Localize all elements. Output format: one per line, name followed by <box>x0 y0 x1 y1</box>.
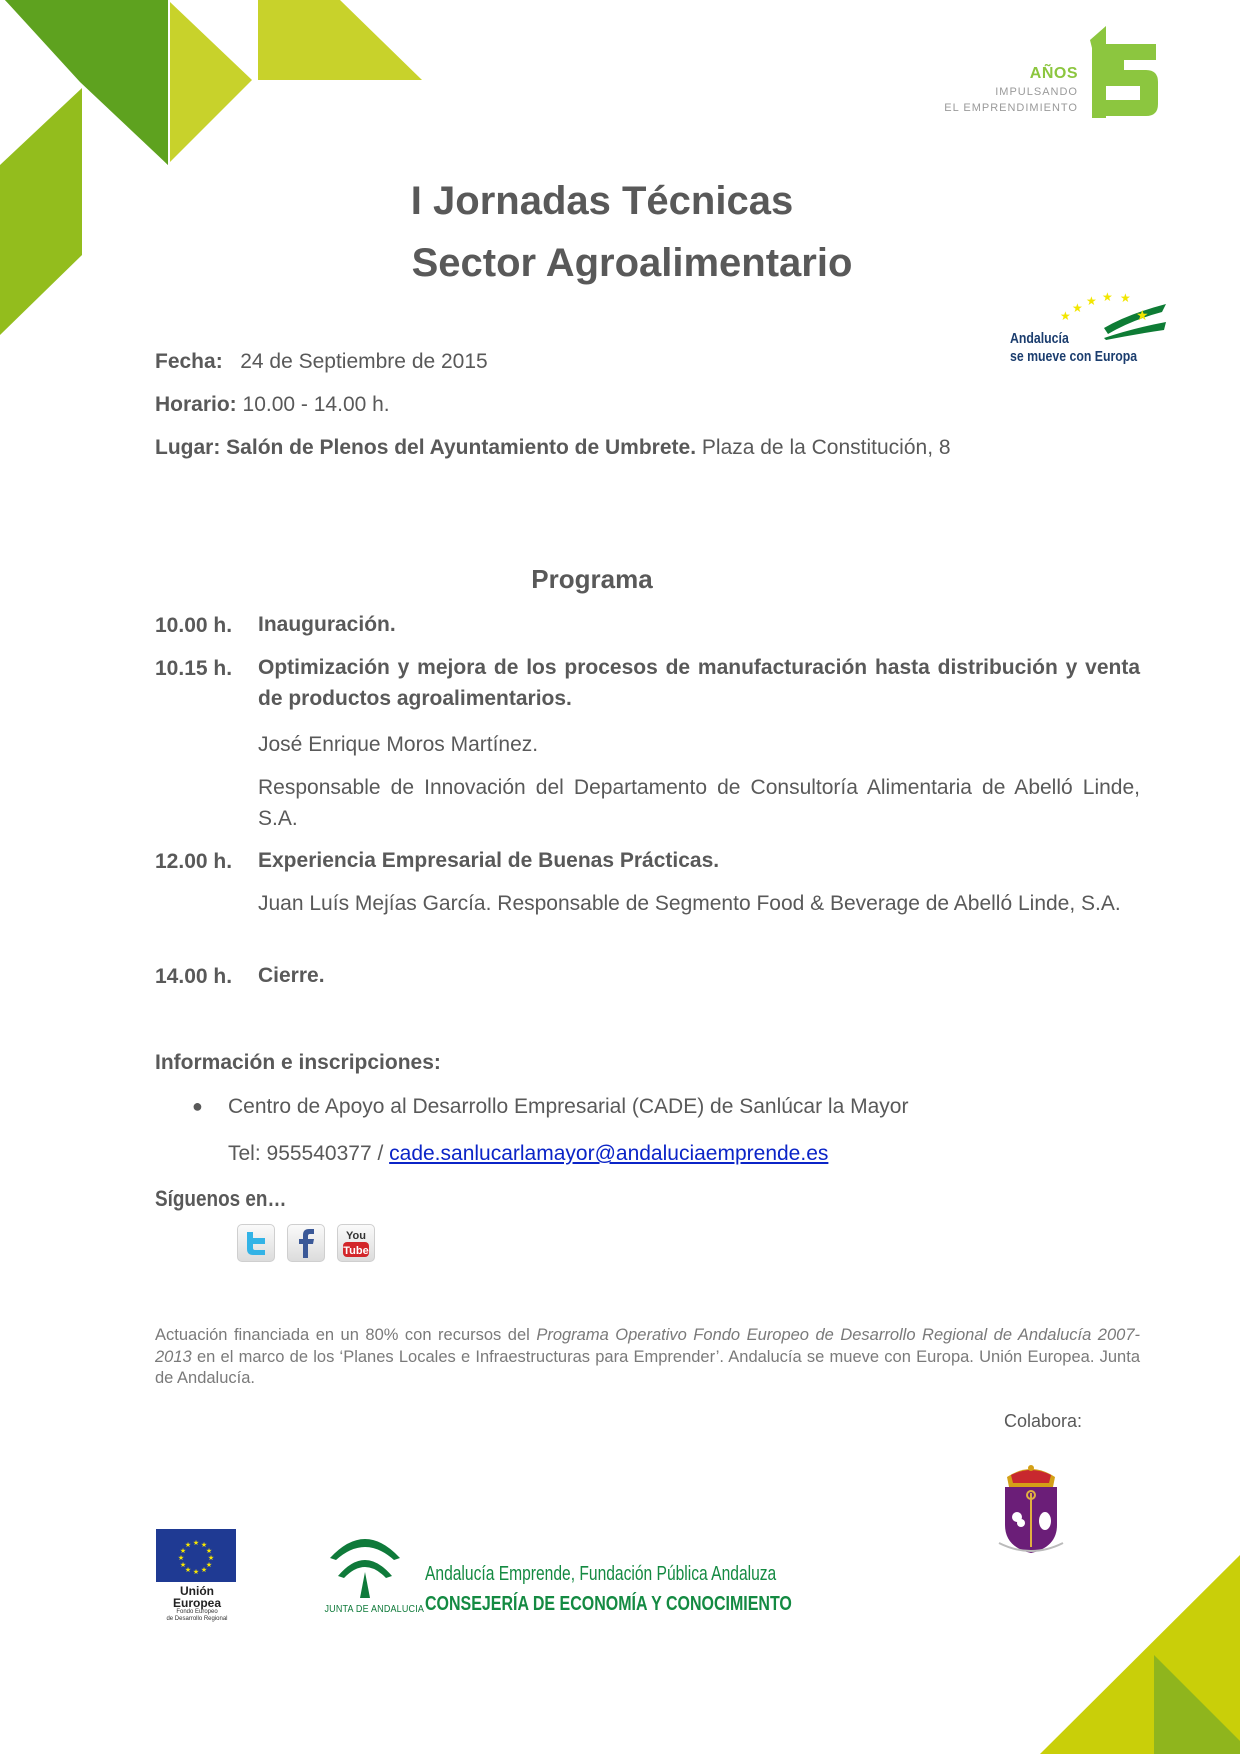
eu-sub2: de Desarrollo Regional <box>166 1615 228 1622</box>
program-item-time: 14.00 h. <box>155 965 233 988</box>
svg-text:★: ★ <box>192 1568 200 1576</box>
funding-note <box>155 1325 1140 1390</box>
contact-center: Centro de Apoyo al Desarrollo Empresarial (CADE) de Sanlúcar la Mayor <box>228 1095 909 1118</box>
program-item-title: Inauguración. <box>258 613 396 636</box>
decorative-bottom-right-shapes <box>1040 1555 1240 1754</box>
andalucia-logo-line1: Andalucía <box>1010 330 1069 347</box>
fifteen-logo-icon <box>1080 26 1160 118</box>
program-item-time: 10.00 h. <box>155 614 233 637</box>
program-item-speaker-role: Responsable de Innovación del Departamento de Consultoría Alimentaria de Abelló Linde, S.A. <box>258 776 1140 830</box>
fecha-value: 24 de Septiembre de 2015 <box>240 350 488 373</box>
anniversary-line1: IMPULSANDO <box>995 86 1078 98</box>
andalucia-europa-logo <box>1008 292 1163 367</box>
anniversary-years-label: AÑOS <box>1029 65 1078 82</box>
svg-text:★: ★ <box>1102 292 1113 304</box>
program-item-title: Experiencia Empresarial de Buenas Prácticas. <box>258 849 720 872</box>
svg-text:★: ★ <box>205 1547 213 1555</box>
program-item-time: 10.15 h. <box>155 657 233 680</box>
lugar-place: Salón de Plenos del Ayuntamiento de Umbrete. <box>226 436 697 459</box>
svg-text:★: ★ <box>200 1541 208 1549</box>
contact-heading: Información e inscripciones: <box>155 1051 441 1074</box>
page-title-line2: Sector Agroalimentario <box>411 241 853 285</box>
funding-note-post: en el marco de los ‘Planes Locales e Infraestructuras para Emprender’. Andalucía se mueve con Europa. Unión Europea. Junta de Andalucía. <box>155 1347 1140 1387</box>
program-item-title: Optimización y mejora de los procesos de manufacturación hasta distribución y venta de productos agroalimentarios. <box>258 656 1140 710</box>
lime-triangle <box>170 2 252 162</box>
junta-andalucia-logo <box>320 1528 425 1620</box>
lugar-line <box>155 437 951 458</box>
twitter-button[interactable] <box>237 1224 275 1262</box>
andalucia-emprende-line1: Andalucía Emprende, Fundación Pública Andaluza <box>425 1563 777 1585</box>
youtube-button[interactable] <box>337 1224 375 1262</box>
andalucia-logo-line2: se mueve con Europa <box>1010 348 1138 365</box>
contact-tel: Tel: 955540377 / <box>228 1142 384 1165</box>
eu-flag-icon <box>156 1529 236 1582</box>
svg-text:★: ★ <box>200 1566 208 1574</box>
program-item-title: Cierre. <box>258 964 325 987</box>
funding-note-pre: Actuación financiada en un 80% con recursos del <box>155 1326 537 1344</box>
program-item-time: 12.00 h. <box>155 850 233 873</box>
andalucia-emprende-line2: CONSEJERÍA DE ECONOMÍA Y CONOCIMIENTO <box>425 1593 792 1615</box>
svg-text:★: ★ <box>184 1566 192 1574</box>
eu-logo <box>156 1529 238 1623</box>
svg-text:★: ★ <box>177 1554 185 1562</box>
svg-text:★: ★ <box>179 1547 187 1555</box>
lime-wedge <box>258 0 422 80</box>
eu-sub1: Fondo Europeo <box>176 1609 218 1615</box>
program-item-speaker: José Enrique Moros Martínez. <box>258 733 539 756</box>
anniversary-logo <box>930 26 1160 118</box>
svg-text:★: ★ <box>1072 301 1083 315</box>
facebook-icon <box>293 1228 319 1258</box>
eu-name: Unión Europea <box>172 1584 221 1610</box>
horario-value: 10.00 - 14.00 h. <box>242 393 390 416</box>
umbrete-crest-icon <box>993 1463 1069 1557</box>
svg-text:★: ★ <box>192 1539 200 1547</box>
svg-text:You: You <box>346 1230 366 1242</box>
svg-text:★: ★ <box>179 1561 187 1569</box>
page-title-line1: I Jornadas Técnicas <box>410 179 794 223</box>
colabora-label: Colabora: <box>1004 1411 1083 1431</box>
horario-label: Horario: <box>155 393 237 416</box>
anniversary-line2: EL EMPRENDIMIENTO <box>944 102 1078 114</box>
facebook-button[interactable] <box>287 1224 325 1262</box>
contact-tel-line <box>228 1143 828 1164</box>
program-item-speaker: Juan Luís Mejías García. Responsable de Segmento Food & Beverage de Abelló Linde, S.A. <box>258 892 1121 915</box>
andalucia-stars-flag-icon <box>1058 292 1168 340</box>
svg-text:★: ★ <box>1086 294 1097 308</box>
junta-label: JUNTA DE ANDALUCIA <box>324 1604 425 1615</box>
horario-line <box>155 394 390 415</box>
svg-text:★: ★ <box>184 1541 192 1549</box>
svg-text:★: ★ <box>1120 292 1131 305</box>
svg-text:Tube: Tube <box>343 1245 369 1257</box>
programa-heading: Programa <box>531 564 653 594</box>
lugar-address: Plaza de la Constitución, 8 <box>701 436 951 459</box>
youtube-icon <box>341 1227 371 1259</box>
twitter-icon <box>243 1230 269 1256</box>
lugar-label: Lugar: <box>155 436 221 459</box>
bullet-icon: ● <box>192 1096 203 1116</box>
svg-text:★: ★ <box>205 1561 213 1569</box>
svg-text:★: ★ <box>207 1554 215 1562</box>
svg-text:★: ★ <box>1060 309 1071 323</box>
social-heading: Síguenos en… <box>155 1186 287 1211</box>
funding-note-program: Programa Operativo Fondo Europeo de Desarrollo Regional de Andalucía 2007-2013 <box>155 1326 1140 1366</box>
svg-text:★: ★ <box>1136 307 1149 323</box>
decorative-top-left-shapes <box>0 0 430 345</box>
junta-arches-icon <box>320 1528 410 1604</box>
fecha-label: Fecha: <box>155 350 223 373</box>
contact-email-link[interactable]: cade.sanlucarlamayor@andaluciaemprende.es <box>389 1142 829 1165</box>
fecha-line <box>155 351 488 372</box>
